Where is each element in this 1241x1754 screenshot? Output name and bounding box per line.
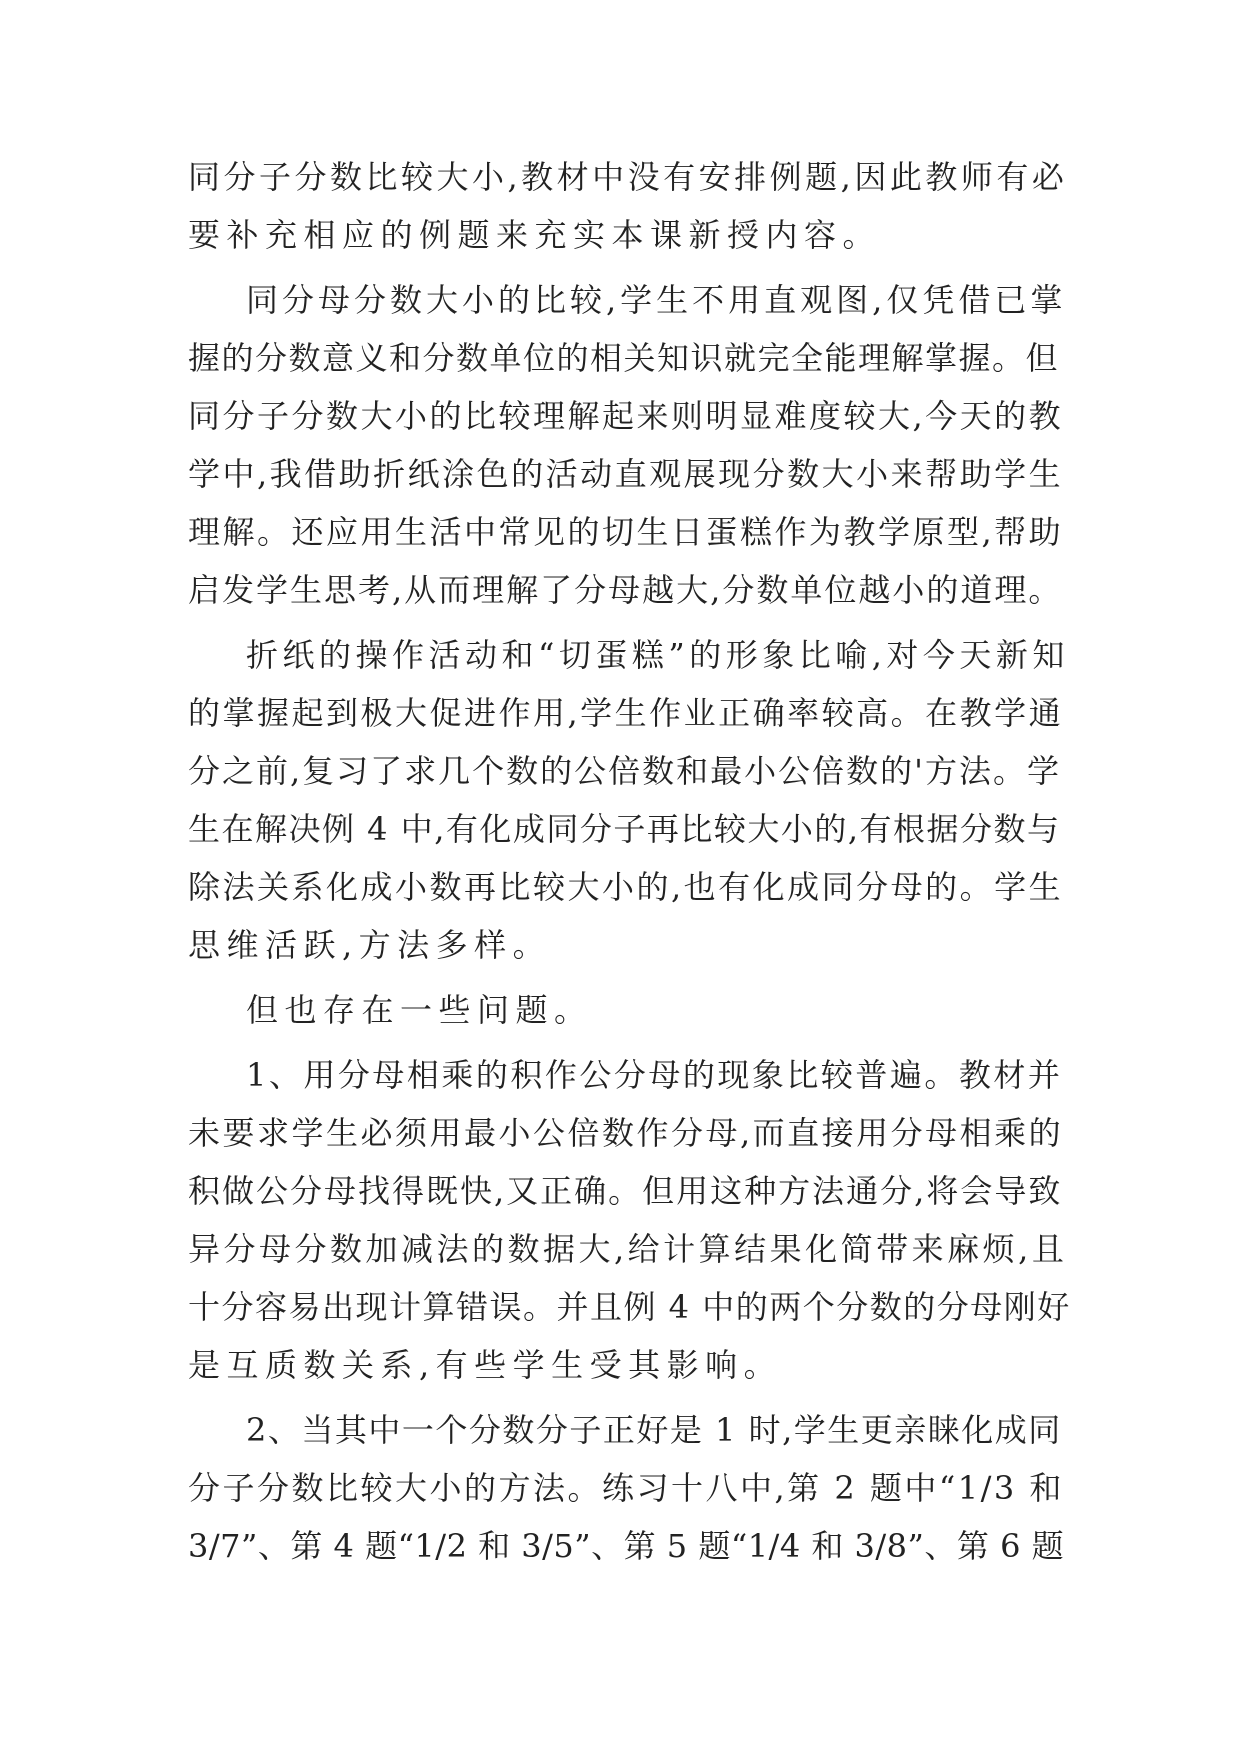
text-line-21: 是互质数关系,有些学生受其影响。 xyxy=(188,1346,783,1384)
text-line-18: 积做公分母找得既快,又正确。但用这种方法通分,将会导致 xyxy=(188,1172,1063,1210)
text-line-17: 未要求学生必须用最小公倍数作分母,而直接用分母相乘的 xyxy=(188,1114,1064,1152)
text-line-19: 异分母分数加减法的数据大,给计算结果化简带来麻烦,且 xyxy=(188,1230,1068,1268)
paragraph-start-line: 2、当其中一个分数分子正好是 1 时,学生更亲睐化成同 xyxy=(246,1411,1062,1449)
text-line-4: 握的分数意义和分数单位的相关知识就完全能理解掌握。但 xyxy=(188,339,1060,377)
text-line-11: 分之前,复习了求几个数的公倍数和最小公倍数的'方法。学 xyxy=(188,752,1061,790)
text-line-12: 生在解决例 4 中,有化成同分子再比较大小的,有根据分数与 xyxy=(188,810,1061,848)
text-line-6: 学中,我借助折纸涂色的活动直观展现分数大小来帮助学生 xyxy=(188,455,1064,493)
paragraph-start-line: 但也存在一些问题。 xyxy=(246,991,593,1029)
text-line-2: 要补充相应的例题来充实本课新授内容。 xyxy=(188,216,882,254)
text-line-5: 同分子分数大小的比较理解起来则明显难度较大,今天的教 xyxy=(188,397,1064,435)
text-line-1: 同分子分数比较大小,教材中没有安排例题,因此教师有必 xyxy=(188,158,1068,196)
text-line-14: 思维活跃,方法多样。 xyxy=(188,926,552,964)
text-line-23: 分子分数比较大小的方法。练习十八中,第 2 题中“1/3 和 xyxy=(188,1469,1064,1507)
text-line-7: 理解。还应用生活中常见的切生日蛋糕作为教学原型,帮助 xyxy=(188,513,1064,551)
paragraph-start-line: 1、用分母相乘的积作公分母的现象比较普遍。教材并 xyxy=(246,1056,1063,1094)
paragraph-start-line: 折纸的操作活动和“切蛋糕”的形象比喻,对今天新知 xyxy=(246,636,1069,674)
text-line-24: 3/7”、第 4 题“1/2 和 3/5”、第 5 题“1/4 和 3/8”、第 6 题 xyxy=(188,1527,1065,1565)
text-line-8: 启发学生思考,从而理解了分母越大,分数单位越小的道理。 xyxy=(188,571,1063,609)
text-line-10: 的掌握起到极大促进作用,学生作业正确率较高。在教学通 xyxy=(188,694,1064,732)
paragraph-start-line: 同分母分数大小的比较,学生不用直观图,仅凭借已掌 xyxy=(246,281,1067,319)
text-line-13: 除法关系化成小数再比较大小的,也有化成同分母的。学生 xyxy=(188,868,1064,906)
text-line-20: 十分容易出现计算错误。并且例 4 中的两个分数的分母刚好 xyxy=(188,1288,1071,1326)
